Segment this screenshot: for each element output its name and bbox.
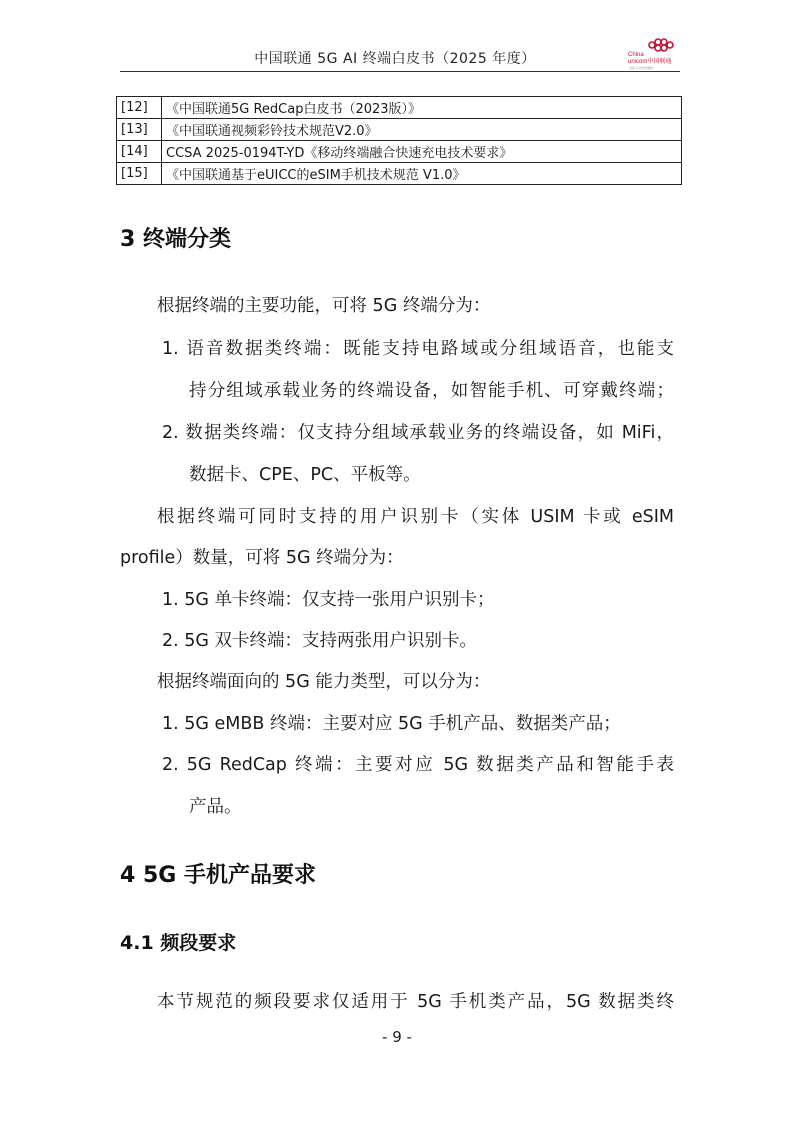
paragraph: 本节规范的频段要求仅适用于 5G 手机类产品，5G 数据类终 [157, 992, 674, 1012]
list-item: 1. 语音数据类终端：既能支持电路域或分组域语音，也能支 [162, 339, 674, 359]
ref-number: [14] [117, 141, 162, 163]
header-divider [120, 71, 680, 72]
list-item-continued: 数据卡、CPE、PC、平板等。 [189, 465, 421, 485]
table-row [117, 119, 682, 141]
ref-number: [13] [117, 119, 162, 141]
table-row [117, 141, 682, 163]
ref-number: [15] [117, 163, 162, 185]
paragraph: 根据终端的主要功能，可将 5G 终端分为： [157, 296, 491, 316]
ref-title: 《中国联通视频彩铃技术规范V2.0》 [162, 119, 682, 141]
paragraph-continued: profile）数量，可将 5G 终端分为： [120, 548, 404, 568]
table-row [117, 97, 682, 119]
header-title: 中国联通 5G AI 终端白皮书（2025 年度） [254, 51, 536, 67]
paragraph: 根据终端可同时支持的用户识别卡（实体 USIM 卡或 eSIM [157, 507, 674, 527]
ref-title: 《中国联通基于eUICC的eSIM手机技术规范 V1.0》 [162, 163, 682, 185]
list-item-continued: 产品。 [189, 797, 242, 817]
list-item: 1. 5G 单卡终端：仅支持一张用户识别卡； [162, 590, 495, 610]
section-4-1-heading: 4.1 频段要求 [120, 932, 237, 954]
china-unicom-logo [628, 38, 676, 68]
ref-title: 《中国联通5G RedCap白皮书（2023版）》 [162, 97, 682, 119]
table-row [117, 163, 682, 185]
logo-text: China unicom中国联通 [628, 52, 672, 65]
ref-title: CCSA 2025-0194T-YD《移动终端融合快速充电技术要求》 [162, 141, 682, 163]
section-4-heading: 4 5G 手机产品要求 [120, 863, 316, 888]
list-item-continued: 持分组域承载业务的终端设备，如智能手机、可穿戴终端； [189, 381, 674, 401]
references-table [116, 96, 682, 185]
paragraph: 根据终端面向的 5G 能力类型，可以分为： [157, 672, 491, 692]
list-item: 1. 5G eMBB 终端：主要对应 5G 手机产品、数据类产品； [162, 714, 621, 734]
ref-number: [12] [117, 97, 162, 119]
list-item: 2. 5G 双卡终端：支持两张用户识别卡。 [162, 631, 478, 651]
list-item: 2. 5G RedCap 终端：主要对应 5G 数据类产品和智能手表 [162, 755, 674, 775]
section-3-heading: 3 终端分类 [120, 227, 231, 252]
list-item: 2. 数据类终端：仅支持分组域承载业务的终端设备，如 MiFi， [162, 423, 674, 443]
logo-slogan: 创新·让世界更精彩 [629, 66, 654, 70]
page-number: - 9 - [382, 1028, 412, 1046]
